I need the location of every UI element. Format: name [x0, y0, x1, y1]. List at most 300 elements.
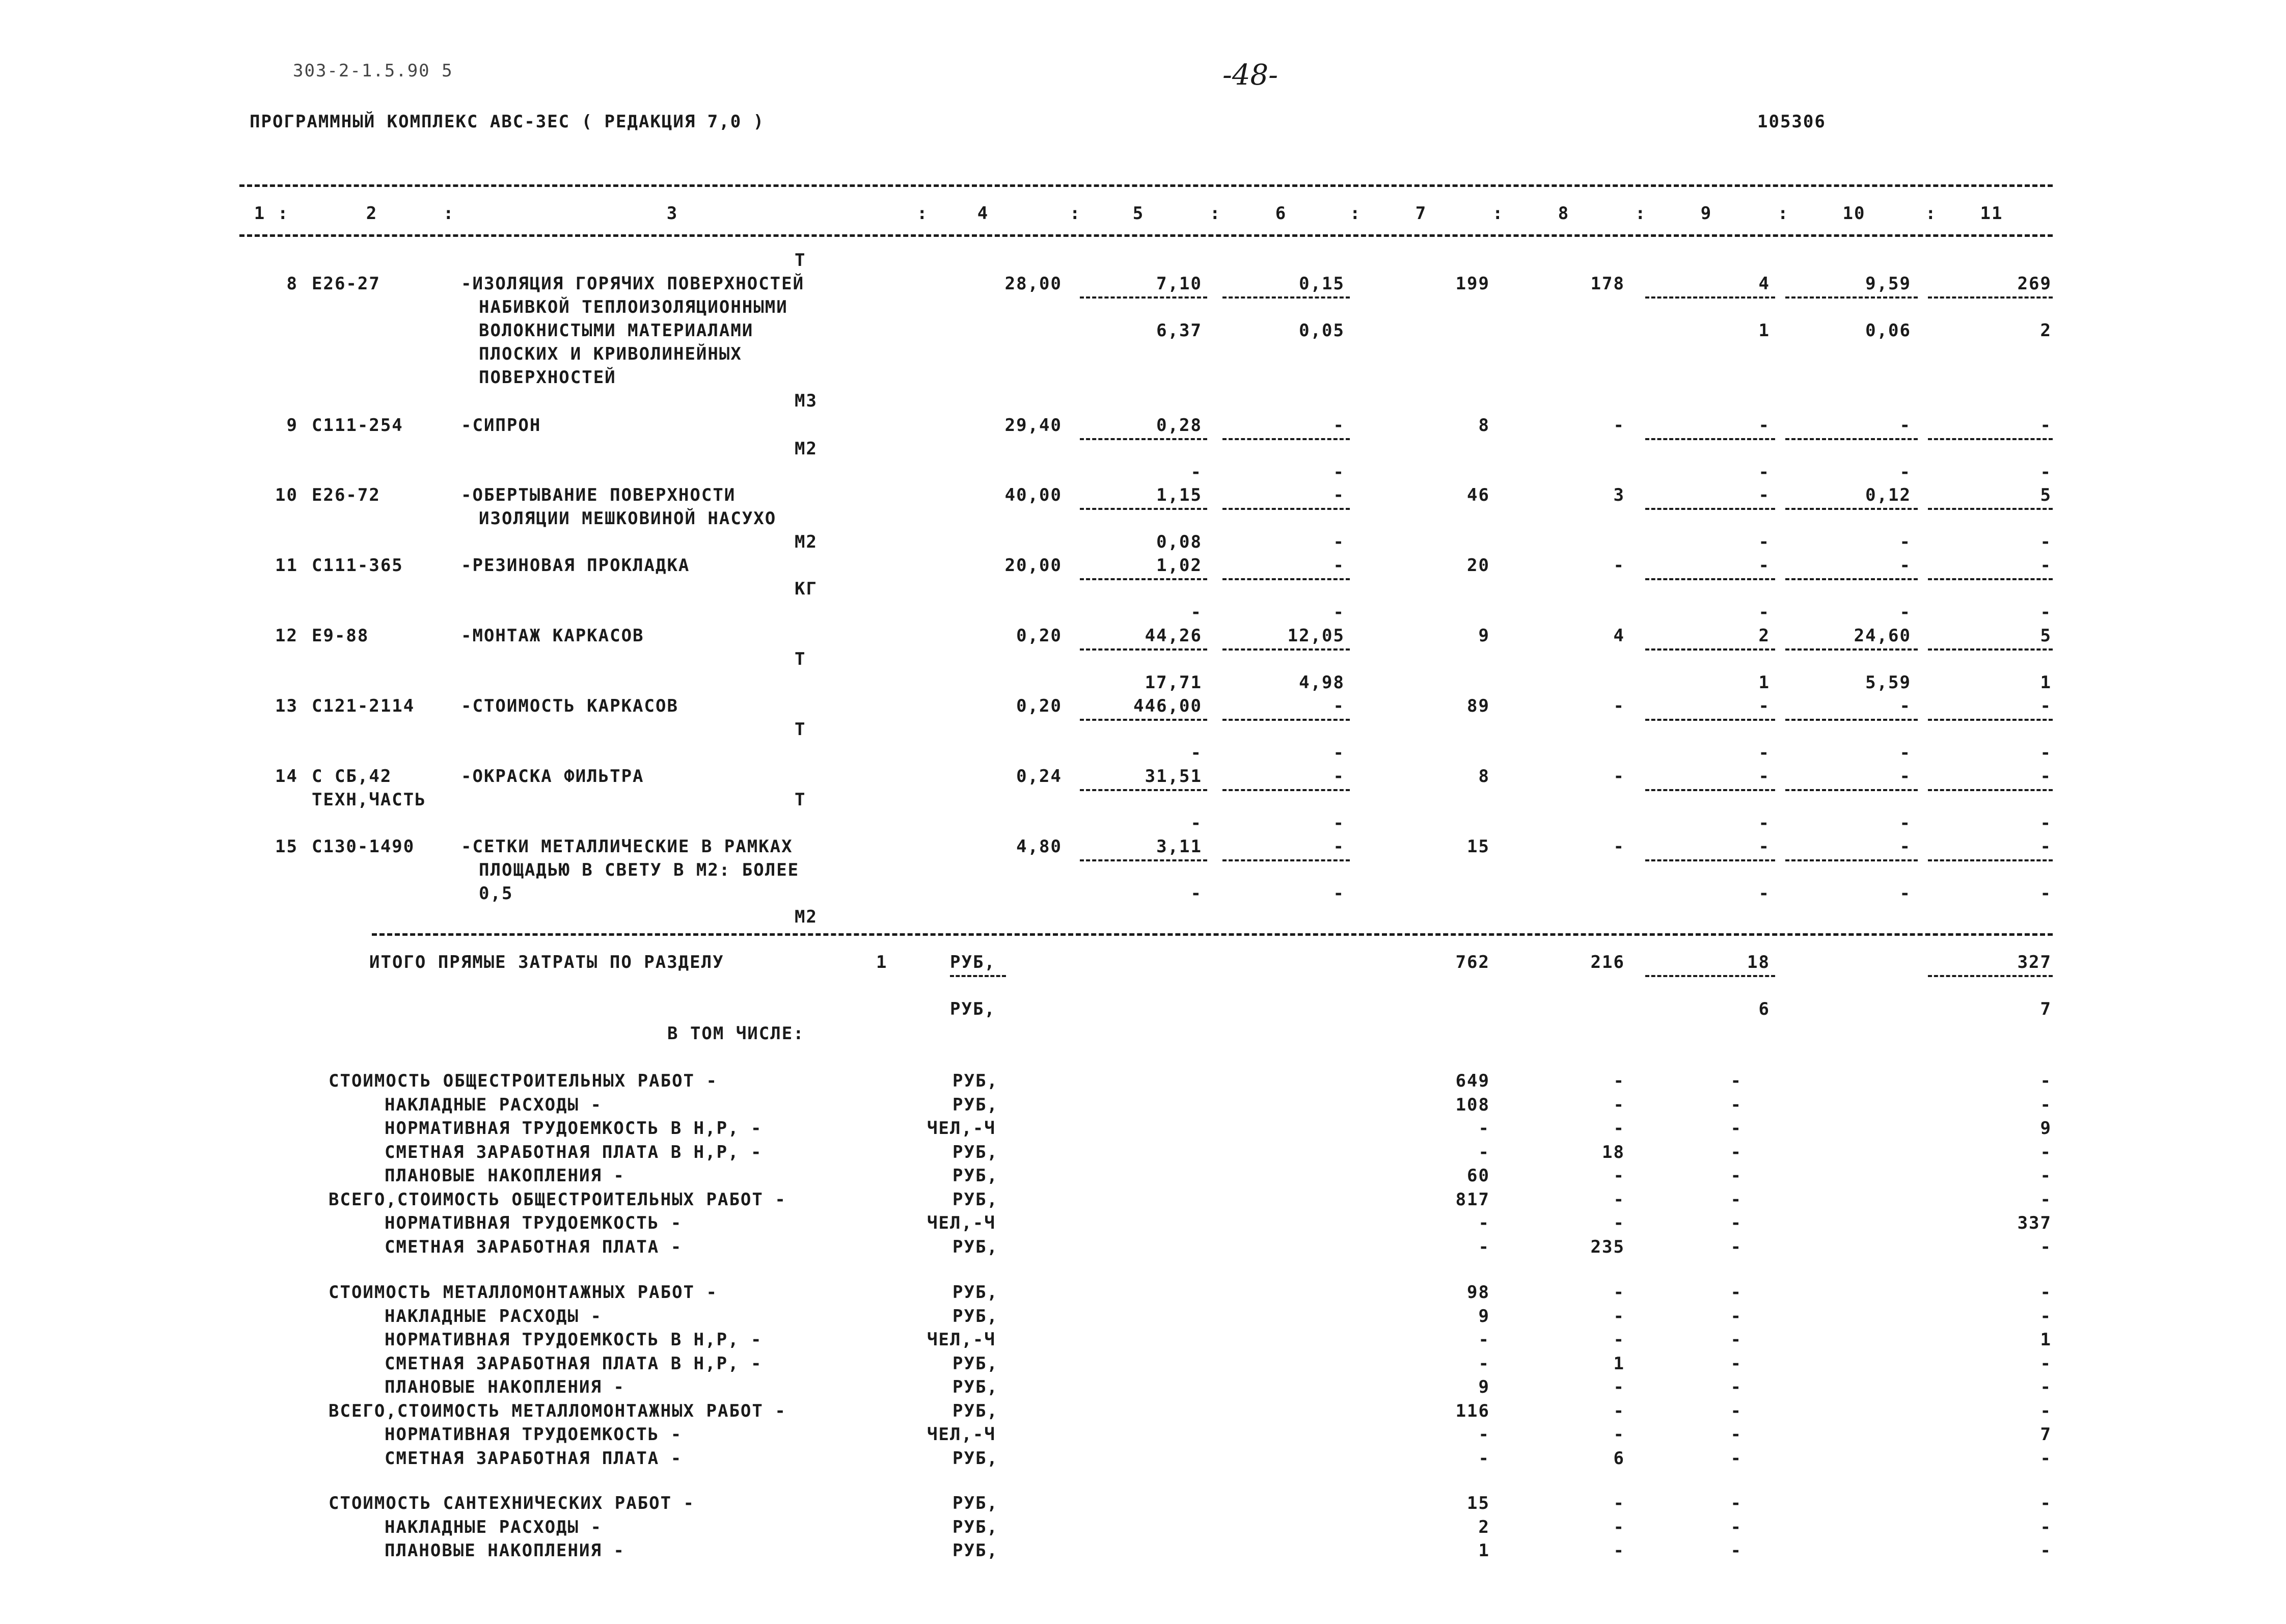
column-header-4: 4 — [977, 203, 989, 224]
total-col11-bottom: 7 — [2040, 999, 2052, 1019]
item-col7: 89 — [1467, 696, 1490, 716]
item-col11-bottom: - — [2040, 532, 2052, 552]
total-col7: 762 — [1455, 952, 1490, 972]
item-col6-rule — [1222, 578, 1350, 580]
item-col11-rule — [1928, 578, 2053, 580]
document-number: 105306 — [1757, 112, 1826, 132]
item-col5-rule — [1080, 508, 1207, 510]
item-number: 14 — [275, 766, 298, 787]
including-label: В ТОМ ЧИСЛЕ: — [667, 1023, 805, 1044]
item-description-line: ВОЛОКНИСТЫМИ МАТЕРИАЛАМИ — [479, 320, 754, 341]
item-col6-top: - — [1333, 415, 1345, 436]
item-code: С121-2114 — [312, 696, 415, 716]
item-col5-bottom: - — [1190, 602, 1202, 622]
summary-col9: - — [1730, 1237, 1742, 1257]
column-separator: : — [917, 203, 929, 224]
summary-col11: - — [2040, 1142, 2052, 1162]
item-col9-bottom: - — [1758, 813, 1770, 833]
item-col11-top: 269 — [2017, 274, 2052, 294]
summary-unit: ЧЕЛ,-Ч — [927, 1424, 996, 1445]
summary-label: СМЕТНАЯ ЗАРАБОТНАЯ ПЛАТА - — [385, 1237, 683, 1257]
item-col10-bottom: - — [1899, 532, 1911, 552]
item-col10-rule — [1785, 508, 1918, 510]
summary-unit: РУБ, — [953, 1401, 998, 1421]
summary-col8: - — [1613, 1493, 1625, 1513]
item-col10-bottom: 5,59 — [1865, 672, 1911, 693]
summary-label: НОРМАТИВНАЯ ТРУДОЕМКОСТЬ В Н,Р, - — [385, 1330, 763, 1350]
header-divider-bottom — [239, 234, 2053, 237]
summary-col11: - — [2040, 1448, 2052, 1469]
item-col9-bottom: - — [1758, 883, 1770, 904]
summary-label: СМЕТНАЯ ЗАРАБОТНАЯ ПЛАТА В Н,Р, - — [385, 1142, 763, 1162]
summary-col11: - — [2040, 1189, 2052, 1210]
header-divider-top — [239, 184, 2053, 187]
summary-col9: - — [1730, 1095, 1742, 1115]
item-col11-top: 5 — [2040, 626, 2052, 646]
item-description-line: ПЛОЩАДЬЮ В СВЕТУ В М2: БОЛЕЕ — [479, 860, 800, 880]
item-col10-top: 24,60 — [1854, 626, 1911, 646]
summary-unit: ЧЕЛ,-Ч — [927, 1118, 996, 1139]
item-description-line: -РЕЗИНОВАЯ ПРОКЛАДКА — [461, 555, 690, 576]
item-col6-bottom: - — [1333, 532, 1345, 552]
summary-label: ВСЕГО,СТОИМОСТЬ МЕТАЛЛОМОНТАЖНЫХ РАБОТ - — [329, 1401, 786, 1421]
column-header-8: 8 — [1558, 203, 1570, 224]
program-title: ПРОГРАММНЫЙ КОМПЛЕКС АВС-ЗЕС ( РЕДАКЦИЯ 7,0 ) — [250, 112, 765, 132]
summary-col9: - — [1730, 1540, 1742, 1561]
item-col9-rule — [1645, 719, 1775, 721]
item-code: С111-254 — [312, 415, 403, 436]
summary-label: НАКЛАДНЫЕ РАСХОДЫ - — [385, 1306, 602, 1327]
summary-col11: - — [2040, 1377, 2052, 1397]
summary-col8: - — [1613, 1213, 1625, 1233]
summary-col7: 2 — [1478, 1517, 1490, 1537]
summary-col8: 235 — [1590, 1237, 1625, 1257]
item-col9-top: 2 — [1758, 626, 1770, 646]
summary-col11: - — [2040, 1237, 2052, 1257]
summary-col11: - — [2040, 1166, 2052, 1186]
item-col10-top: - — [1899, 766, 1911, 787]
item-col8: - — [1613, 415, 1625, 436]
item-code: С111-365 — [312, 555, 403, 576]
item-col11-top: - — [2040, 836, 2052, 857]
summary-unit: РУБ, — [953, 1142, 998, 1162]
item-description-line: НАБИВКОЙ ТЕПЛОИЗОЛЯЦИОННЫМИ — [479, 297, 788, 317]
summary-col11: - — [2040, 1540, 2052, 1561]
item-col9-rule — [1645, 438, 1775, 440]
item-col6-top: - — [1333, 696, 1345, 716]
item-col6-rule — [1222, 789, 1350, 791]
item-col11-bottom: - — [2040, 883, 2052, 904]
summary-col7: 1 — [1478, 1540, 1490, 1561]
item-col8: 4 — [1613, 626, 1625, 646]
item-quantity: 20,00 — [1004, 555, 1062, 576]
item-code: Е9-88 — [312, 626, 369, 646]
item-col6-top: - — [1333, 766, 1345, 787]
summary-col8: - — [1613, 1330, 1625, 1350]
summary-col9: - — [1730, 1166, 1742, 1186]
summary-col7: 60 — [1467, 1166, 1490, 1186]
summary-col8: 18 — [1602, 1142, 1625, 1162]
summary-label: НОРМАТИВНАЯ ТРУДОЕМКОСТЬ - — [385, 1424, 683, 1445]
item-col6-rule — [1222, 438, 1350, 440]
item-description-line: ПЛОСКИХ И КРИВОЛИНЕЙНЫХ — [479, 344, 742, 364]
item-quantity: 4,80 — [1016, 836, 1062, 857]
item-description-line: -ОКРАСКА ФИЛЬТРА — [461, 766, 644, 787]
item-description-line: -СЕТКИ МЕТАЛЛИЧЕСКИЕ В РАМКАХ — [461, 836, 793, 857]
item-col11-top: 5 — [2040, 485, 2052, 505]
item-col6-top: 0,15 — [1299, 274, 1345, 294]
column-separator: : — [443, 203, 455, 224]
total-col11-top: 327 — [2017, 952, 2052, 972]
item-col9-rule — [1645, 648, 1775, 651]
item-col7: 199 — [1455, 274, 1490, 294]
column-header-2: 2 — [366, 203, 378, 224]
column-separator: : — [1492, 203, 1504, 224]
item-col9-rule — [1645, 789, 1775, 791]
item-col9-top: - — [1758, 696, 1770, 716]
item-description-line: -СИПРОН — [461, 415, 541, 436]
summary-col8: - — [1613, 1071, 1625, 1091]
summary-col9: - — [1730, 1213, 1742, 1233]
item-quantity: 0,24 — [1016, 766, 1062, 787]
column-header-5: 5 — [1132, 203, 1145, 224]
summary-col7: 15 — [1467, 1493, 1490, 1513]
item-col11-rule — [1928, 789, 2053, 791]
summary-col8: - — [1613, 1306, 1625, 1327]
item-code: Е26-72 — [312, 485, 380, 505]
item-unit: М2 — [795, 439, 818, 459]
summary-unit: РУБ, — [953, 1095, 998, 1115]
column-separator: : — [278, 203, 289, 224]
column-separator: : — [1925, 203, 1937, 224]
item-col7: 9 — [1478, 626, 1490, 646]
item-col10-top: - — [1899, 836, 1911, 857]
summary-col9: - — [1730, 1118, 1742, 1139]
summary-col9: - — [1730, 1517, 1742, 1537]
item-description-line: -ИЗОЛЯЦИЯ ГОРЯЧИХ ПОВЕРХНОСТЕЙ — [461, 274, 805, 294]
summary-col8: 1 — [1613, 1354, 1625, 1374]
summary-col8: - — [1613, 1118, 1625, 1139]
summary-col11: - — [2040, 1282, 2052, 1303]
item-col11-rule — [1928, 438, 2053, 440]
item-col9-bottom: - — [1758, 743, 1770, 763]
item-col9-top: - — [1758, 415, 1770, 436]
item-col9-top: - — [1758, 555, 1770, 576]
item-col7: 8 — [1478, 415, 1490, 436]
item-code: С СБ,42 — [312, 766, 392, 787]
item-col5-rule — [1080, 789, 1207, 791]
summary-col11: 7 — [2040, 1424, 2052, 1445]
total-unit-2: РУБ, — [950, 999, 996, 1019]
summary-label: СТОИМОСТЬ САНТЕХНИЧЕСКИХ РАБОТ - — [329, 1493, 695, 1513]
item-col5-top: 446,00 — [1133, 696, 1202, 716]
summary-unit: ЧЕЛ,-Ч — [927, 1330, 996, 1350]
total-col9-rule — [1645, 975, 1775, 977]
item-description-line: ПОВЕРХНОСТЕЙ — [479, 367, 616, 388]
summary-col8: - — [1613, 1095, 1625, 1115]
summary-col8: - — [1613, 1540, 1625, 1561]
item-col5-rule — [1080, 648, 1207, 651]
item-col10-bottom: - — [1899, 743, 1911, 763]
item-col10-rule — [1785, 859, 1918, 861]
summary-col9: - — [1730, 1306, 1742, 1327]
summary-col11: - — [2040, 1071, 2052, 1091]
item-col6-bottom: - — [1333, 462, 1345, 482]
item-col5-rule — [1080, 719, 1207, 721]
item-col6-rule — [1222, 719, 1350, 721]
summary-label: НОРМАТИВНАЯ ТРУДОЕМКОСТЬ В Н,Р, - — [385, 1118, 763, 1139]
summary-unit: РУБ, — [953, 1306, 998, 1327]
summary-col11: - — [2040, 1401, 2052, 1421]
item-col9-bottom: - — [1758, 602, 1770, 622]
item-col11-rule — [1928, 508, 2053, 510]
item-col11-bottom: - — [2040, 743, 2052, 763]
summary-unit: РУБ, — [953, 1354, 998, 1374]
column-header-1: 1 — [254, 203, 266, 224]
summary-col8: - — [1613, 1517, 1625, 1537]
summary-col8: - — [1613, 1401, 1625, 1421]
item-col9-rule — [1645, 859, 1775, 861]
item-unit: М2 — [795, 907, 818, 927]
summary-col7: - — [1478, 1142, 1490, 1162]
item-col9-bottom: - — [1758, 532, 1770, 552]
item-col5-bottom: - — [1190, 462, 1202, 482]
summary-col9: - — [1730, 1377, 1742, 1397]
item-col10-rule — [1785, 296, 1918, 299]
summary-col8: 6 — [1613, 1448, 1625, 1469]
summary-unit: РУБ, — [953, 1493, 998, 1513]
item-number: 9 — [286, 415, 298, 436]
item-col10-bottom: - — [1899, 462, 1911, 482]
summary-col7: 9 — [1478, 1377, 1490, 1397]
item-col9-rule — [1645, 578, 1775, 580]
total-unit: РУБ, — [950, 952, 996, 972]
item-col11-rule — [1928, 719, 2053, 721]
item-col11-rule — [1928, 859, 2053, 861]
item-col9-rule — [1645, 508, 1775, 510]
item-col5-rule — [1080, 859, 1207, 861]
item-col5-bottom: - — [1190, 883, 1202, 904]
summary-col9: - — [1730, 1142, 1742, 1162]
item-col10-top: - — [1899, 696, 1911, 716]
column-separator: : — [1635, 203, 1647, 224]
total-unit-rule — [950, 975, 1006, 977]
item-col5-top: 7,10 — [1156, 274, 1202, 294]
total-col9-top: 18 — [1747, 952, 1770, 972]
summary-unit: РУБ, — [953, 1517, 998, 1537]
summary-col7: 649 — [1455, 1071, 1490, 1091]
item-col5-rule — [1080, 296, 1207, 299]
item-col11-rule — [1928, 296, 2053, 299]
summary-label: НАКЛАДНЫЕ РАСХОДЫ - — [385, 1095, 602, 1115]
item-col9-bottom: 1 — [1758, 320, 1770, 341]
item-col5-top: 0,28 — [1156, 415, 1202, 436]
summary-col11: 337 — [2017, 1213, 2052, 1233]
item-code-line2: ТЕХН,ЧАСТЬ — [312, 790, 426, 810]
item-unit: М2 — [795, 532, 818, 552]
summary-col8: - — [1613, 1189, 1625, 1210]
item-col10-top: 0,12 — [1865, 485, 1911, 505]
summary-col11: 9 — [2040, 1118, 2052, 1139]
summary-col7: 98 — [1467, 1282, 1490, 1303]
item-col5-bottom: 17,71 — [1145, 672, 1202, 693]
item-col5-top: 3,11 — [1156, 836, 1202, 857]
summary-unit: РУБ, — [953, 1377, 998, 1397]
summary-unit: РУБ, — [953, 1071, 998, 1091]
column-header-7: 7 — [1415, 203, 1427, 224]
total-label: ИТОГО ПРЯМЫЕ ЗАТРАТЫ ПО РАЗДЕЛУ — [369, 952, 724, 972]
item-col10-rule — [1785, 578, 1918, 580]
summary-col11: - — [2040, 1095, 2052, 1115]
item-col5-top: 1,15 — [1156, 485, 1202, 505]
item-col6-rule — [1222, 296, 1350, 299]
item-quantity: 28,00 — [1004, 274, 1062, 294]
item-col11-top: - — [2040, 766, 2052, 787]
item-col11-rule — [1928, 648, 2053, 651]
item-col8: - — [1613, 836, 1625, 857]
item-col10-rule — [1785, 438, 1918, 440]
item-col9-top: - — [1758, 836, 1770, 857]
summary-unit: РУБ, — [953, 1282, 998, 1303]
summary-col8: - — [1613, 1424, 1625, 1445]
item-col6-bottom: - — [1333, 602, 1345, 622]
item-col6-top: - — [1333, 836, 1345, 857]
item-col11-bottom: - — [2040, 813, 2052, 833]
column-header-6: 6 — [1275, 203, 1287, 224]
summary-col7: - — [1478, 1213, 1490, 1233]
item-description-line: -ОБЕРТЫВАНИЕ ПОВЕРХНОСТИ — [461, 485, 736, 505]
item-col6-bottom: - — [1333, 883, 1345, 904]
item-code: Е26-27 — [312, 274, 380, 294]
summary-unit: РУБ, — [953, 1189, 998, 1210]
item-description-line: -СТОИМОСТЬ КАРКАСОВ — [461, 696, 678, 716]
item-col10-top: 9,59 — [1865, 274, 1911, 294]
item-col5-rule — [1080, 438, 1207, 440]
item-unit: КГ — [795, 579, 818, 599]
summary-unit: РУБ, — [953, 1237, 998, 1257]
item-col9-top: 4 — [1758, 274, 1770, 294]
column-separator: : — [1070, 203, 1081, 224]
summary-unit: ЧЕЛ,-Ч — [927, 1213, 996, 1233]
item-col7: 8 — [1478, 766, 1490, 787]
summary-col7: - — [1478, 1118, 1490, 1139]
item-col7: 46 — [1467, 485, 1490, 505]
item-col9-rule — [1645, 296, 1775, 299]
summary-col9: - — [1730, 1071, 1742, 1091]
summary-label: СМЕТНАЯ ЗАРАБОТНАЯ ПЛАТА - — [385, 1448, 683, 1469]
item-description-line: ИЗОЛЯЦИИ МЕШКОВИНОЙ НАСУХО — [479, 508, 777, 529]
page-number: -48- — [1222, 59, 1278, 92]
item-col11-top: - — [2040, 415, 2052, 436]
total-col11-rule — [1928, 975, 2053, 977]
item-col8: 178 — [1590, 274, 1625, 294]
total-col8: 216 — [1590, 952, 1625, 972]
item-col9-bottom: 1 — [1758, 672, 1770, 693]
item-col6-rule — [1222, 508, 1350, 510]
item-col6-bottom: - — [1333, 743, 1345, 763]
item-col8: - — [1613, 766, 1625, 787]
summary-label: ПЛАНОВЫЕ НАКОПЛЕНИЯ - — [385, 1166, 625, 1186]
summary-label: СТОИМОСТЬ МЕТАЛЛОМОНТАЖНЫХ РАБОТ - — [329, 1282, 718, 1303]
item-quantity: 0,20 — [1016, 626, 1062, 646]
summary-col8: - — [1613, 1166, 1625, 1186]
item-col6-top: 12,05 — [1287, 626, 1345, 646]
item-unit: Т — [795, 649, 806, 669]
item-number: 10 — [275, 485, 298, 505]
summary-col9: - — [1730, 1189, 1742, 1210]
item-col11-bottom: 2 — [2040, 320, 2052, 341]
item-col5-rule — [1080, 578, 1207, 580]
item-col6-rule — [1222, 648, 1350, 651]
summary-col9: - — [1730, 1424, 1742, 1445]
total-col9-bottom: 6 — [1758, 999, 1770, 1019]
item-quantity: 40,00 — [1004, 485, 1062, 505]
item-col10-top: - — [1899, 415, 1911, 436]
item-number: 12 — [275, 626, 298, 646]
summary-col9: - — [1730, 1401, 1742, 1421]
summary-col7: - — [1478, 1424, 1490, 1445]
summary-col11: - — [2040, 1306, 2052, 1327]
item-col10-rule — [1785, 719, 1918, 721]
item-col11-bottom: - — [2040, 462, 2052, 482]
item-col6-top: - — [1333, 485, 1345, 505]
summary-col7: 116 — [1455, 1401, 1490, 1421]
total-section-number: 1 — [876, 952, 888, 972]
summary-col8: - — [1613, 1377, 1625, 1397]
item-col9-bottom: - — [1758, 462, 1770, 482]
item-number: 11 — [275, 555, 298, 576]
column-header-10: 10 — [1842, 203, 1866, 224]
item-col10-bottom: - — [1899, 813, 1911, 833]
summary-label: ВСЕГО,СТОИМОСТЬ ОБЩЕСТРОИТЕЛЬНЫХ РАБОТ - — [329, 1189, 786, 1210]
summary-col7: - — [1478, 1354, 1490, 1374]
item-description-line: 0,5 — [479, 883, 513, 904]
item-col5-bottom: - — [1190, 813, 1202, 833]
item-col10-rule — [1785, 648, 1918, 651]
item-col6-rule — [1222, 859, 1350, 861]
item-col6-bottom: - — [1333, 813, 1345, 833]
item-col8: 3 — [1613, 485, 1625, 505]
summary-col8: - — [1613, 1282, 1625, 1303]
item-col7: 15 — [1467, 836, 1490, 857]
summary-col9: - — [1730, 1354, 1742, 1374]
item-col11-bottom: 1 — [2040, 672, 2052, 693]
item-col11-top: - — [2040, 555, 2052, 576]
item-col10-bottom: - — [1899, 602, 1911, 622]
item-col5-top: 44,26 — [1145, 626, 1202, 646]
item-col10-top: - — [1899, 555, 1911, 576]
summary-col7: - — [1478, 1237, 1490, 1257]
summary-unit: РУБ, — [953, 1448, 998, 1469]
item-description-line: -МОНТАЖ КАРКАСОВ — [461, 626, 644, 646]
column-separator: : — [1778, 203, 1789, 224]
item-unit: М3 — [795, 391, 818, 411]
summary-col11: - — [2040, 1354, 2052, 1374]
item-col11-bottom: - — [2040, 602, 2052, 622]
summary-col9: - — [1730, 1493, 1742, 1513]
summary-label: НОРМАТИВНАЯ ТРУДОЕМКОСТЬ - — [385, 1213, 683, 1233]
total-divider — [372, 933, 2053, 936]
summary-col7: 817 — [1455, 1189, 1490, 1210]
item-number: 8 — [286, 274, 298, 294]
summary-label: ПЛАНОВЫЕ НАКОПЛЕНИЯ - — [385, 1540, 625, 1561]
summary-label: НАКЛАДНЫЕ РАСХОДЫ - — [385, 1517, 602, 1537]
summary-label: СМЕТНАЯ ЗАРАБОТНАЯ ПЛАТА В Н,Р, - — [385, 1354, 763, 1374]
summary-col11: - — [2040, 1493, 2052, 1513]
item-col10-bottom: 0,06 — [1865, 320, 1911, 341]
summary-col7: - — [1478, 1330, 1490, 1350]
item-col5-top: 1,02 — [1156, 555, 1202, 576]
